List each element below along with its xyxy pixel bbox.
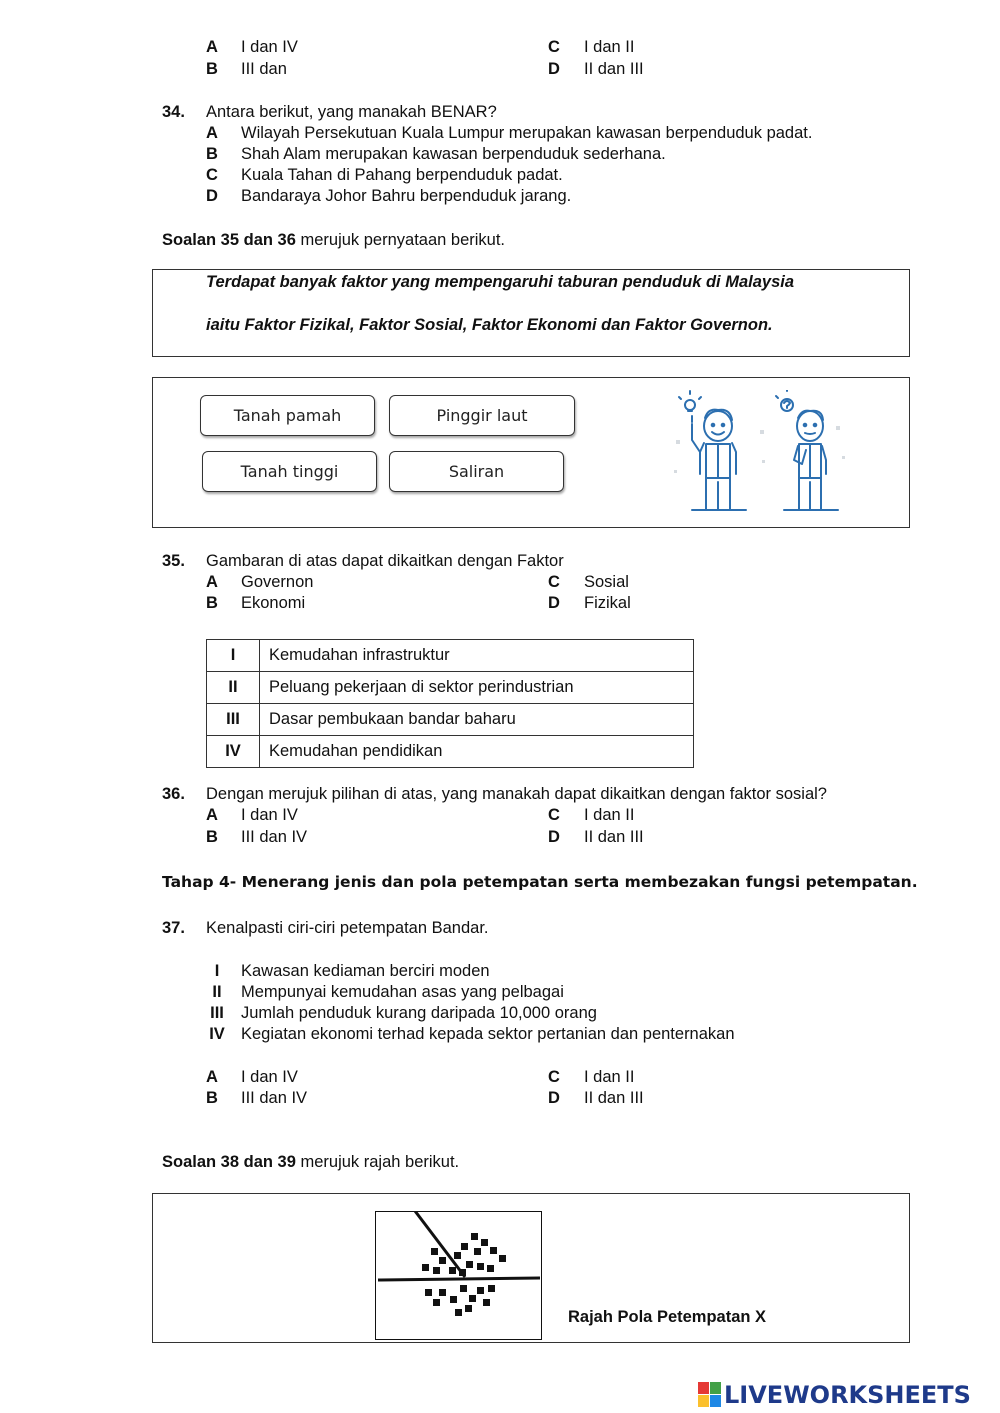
q34-option-d-text: Bandaraya Johor Bahru berpenduduk jarang. bbox=[241, 187, 572, 205]
q33-option-a-letter: A bbox=[206, 38, 218, 56]
q37-statement-text: Kegiatan ekonomi terhad kepada sektor pertanian dan penternakan bbox=[241, 1025, 735, 1043]
q38-39-reference-rest: merujuk rajah berikut. bbox=[295, 1153, 460, 1171]
q35-36-reference-rest: merujuk pernyataan berikut. bbox=[295, 231, 506, 249]
q33-option-d-text: II dan III bbox=[584, 60, 644, 78]
tahap-4-heading: Tahap 4- Menerang jenis dan pola petempatan serta membezakan fungsi petempatan. bbox=[162, 873, 918, 891]
q34-question: Antara berikut, yang manakah BENAR? bbox=[206, 103, 497, 121]
q34-option-c-text: Kuala Tahan di Pahang berpenduduk padat. bbox=[241, 166, 563, 184]
question-bulb-icon bbox=[776, 390, 793, 411]
table-row-text: Dasar pembukaan bandar baharu bbox=[260, 704, 694, 736]
liveworksheets-logo-icon bbox=[698, 1382, 722, 1408]
q36-option-b-text: III dan IV bbox=[241, 828, 308, 846]
q38-39-reference bbox=[162, 1152, 459, 1172]
q33-option-b-text: III dan bbox=[241, 60, 287, 78]
table-row-text: Peluang pekerjaan di sektor perindustrian bbox=[260, 672, 694, 704]
table-row bbox=[207, 672, 694, 704]
table-row-text: Kemudahan infrastruktur bbox=[260, 640, 694, 672]
statement-line-2: iaitu Faktor Fizikal, Faktor Sosial, Faktor Ekonomi dan Faktor Governon. bbox=[206, 316, 773, 334]
pill-pinggir-laut: Pinggir laut bbox=[389, 395, 575, 436]
q36-number: 36. bbox=[162, 785, 185, 803]
q35-option-d-text: Fizikal bbox=[584, 594, 631, 612]
table-row-text: Kemudahan pendidikan bbox=[260, 736, 694, 768]
q36-option-a-text: I dan IV bbox=[241, 806, 298, 824]
table-row-number: III bbox=[207, 704, 260, 736]
table-row bbox=[207, 736, 694, 768]
q36-question: Dengan merujuk pilihan di atas, yang manakah dapat dikaitkan dengan faktor sosial? bbox=[206, 785, 827, 803]
table-row-number: II bbox=[207, 672, 260, 704]
q36-option-a-letter: A bbox=[206, 806, 218, 824]
q37-statement-number: II bbox=[212, 983, 222, 1001]
lightbulb-icon bbox=[679, 391, 701, 411]
q33-option-b-letter: B bbox=[206, 60, 218, 78]
liveworksheets-logo-text: LIVEWORKSHEETS bbox=[724, 1381, 971, 1409]
table-row bbox=[207, 704, 694, 736]
q36-options-table bbox=[206, 639, 694, 768]
q33-option-a-text: I dan IV bbox=[241, 38, 298, 56]
q35-number: 35. bbox=[162, 552, 185, 570]
q35-option-d-letter: D bbox=[548, 594, 560, 612]
table-row-number: IV bbox=[207, 736, 260, 768]
diagram-caption: Rajah Pola Petempatan X bbox=[568, 1308, 767, 1326]
q36-option-c-letter: C bbox=[548, 806, 560, 824]
q37-statement-text: Mempunyai kemudahan asas yang pelbagai bbox=[241, 983, 564, 1001]
q34-number: 34. bbox=[162, 103, 185, 121]
q37-statement-number: IV bbox=[209, 1025, 225, 1043]
q37-statement-number: III bbox=[210, 1004, 224, 1022]
q36-option-d-text: II dan III bbox=[584, 828, 644, 846]
q35-36-reference-bold: Soalan 35 dan 36 bbox=[162, 231, 296, 249]
table-row-number: I bbox=[207, 640, 260, 672]
q33-option-d-letter: D bbox=[548, 60, 560, 78]
q37-statement-text: Jumlah penduduk kurang daripada 10,000 orang bbox=[241, 1004, 597, 1022]
q35-option-c-text: Sosial bbox=[584, 573, 629, 591]
q35-question: Gambaran di atas dapat dikaitkan dengan Faktor bbox=[206, 552, 564, 570]
q37-option-c-text: I dan II bbox=[584, 1068, 635, 1086]
q35-option-c-letter: C bbox=[548, 573, 560, 591]
q37-question: Kenalpasti ciri-ciri petempatan Bandar. bbox=[206, 919, 489, 937]
q37-option-c-letter: C bbox=[548, 1068, 560, 1086]
q36-option-b-letter: B bbox=[206, 828, 218, 846]
thinking-people-illustration bbox=[672, 390, 852, 516]
q37-statement-text: Kawasan kediaman berciri moden bbox=[241, 962, 490, 980]
q37-statement-number: I bbox=[214, 962, 220, 980]
q35-option-a-text: Governon bbox=[241, 573, 314, 591]
q34-option-d-letter: D bbox=[206, 187, 218, 205]
q36-option-c-text: I dan II bbox=[584, 806, 635, 824]
q38-39-reference-bold: Soalan 38 dan 39 bbox=[162, 1153, 296, 1171]
q35-option-b-letter: B bbox=[206, 594, 218, 612]
q34-option-a-letter: A bbox=[206, 124, 218, 142]
q35-36-reference bbox=[162, 230, 505, 250]
q36-option-d-letter: D bbox=[548, 828, 560, 846]
q33-option-c-letter: C bbox=[548, 38, 560, 56]
pill-tanah-pamah: Tanah pamah bbox=[200, 395, 375, 436]
q34-option-c-letter: C bbox=[206, 166, 218, 184]
q37-option-a-text: I dan IV bbox=[241, 1068, 298, 1086]
q37-option-d-letter: D bbox=[548, 1089, 560, 1107]
q37-option-b-letter: B bbox=[206, 1089, 218, 1107]
pill-saliran: Saliran bbox=[389, 451, 564, 492]
q34-option-a-text: Wilayah Persekutuan Kuala Lumpur merupakan kawasan berpenduduk padat. bbox=[241, 124, 813, 142]
table-row bbox=[207, 640, 694, 672]
q34-option-b-text: Shah Alam merupakan kawasan berpenduduk sederhana. bbox=[241, 145, 666, 163]
q37-option-d-text: II dan III bbox=[584, 1089, 644, 1107]
q35-option-a-letter: A bbox=[206, 573, 218, 591]
q35-option-b-text: Ekonomi bbox=[241, 594, 306, 612]
q34-option-b-letter: B bbox=[206, 145, 218, 163]
statement-box bbox=[152, 269, 910, 357]
q33-option-c-text: I dan II bbox=[584, 38, 635, 56]
statement-line-1: Terdapat banyak faktor yang mempengaruhi taburan penduduk di Malaysia bbox=[206, 273, 795, 291]
river-line bbox=[378, 1278, 540, 1280]
pill-tanah-tinggi: Tanah tinggi bbox=[202, 451, 377, 492]
settlement-pattern-diagram bbox=[375, 1211, 543, 1341]
q37-option-b-text: III dan IV bbox=[241, 1089, 308, 1107]
q37-number: 37. bbox=[162, 919, 185, 937]
liveworksheets-logo[interactable] bbox=[698, 1378, 971, 1412]
q37-option-a-letter: A bbox=[206, 1068, 218, 1086]
